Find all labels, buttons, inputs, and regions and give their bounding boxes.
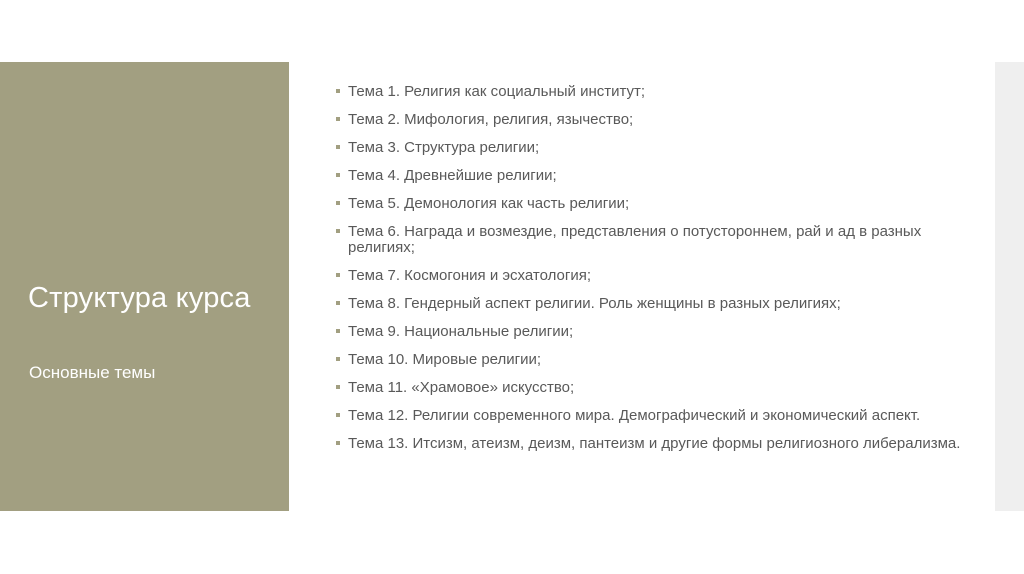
bullet-icon — [336, 413, 340, 417]
bullet-icon — [336, 117, 340, 121]
title-panel — [0, 62, 289, 511]
bullet-icon — [336, 229, 340, 233]
topic-item-10: Тема 10. Мировые религии; — [336, 352, 966, 368]
topic-item-5: Тема 5. Демонология как часть религии; — [336, 196, 966, 212]
topic-item-1: Тема 1. Религия как социальный институт; — [336, 84, 966, 100]
bullet-icon — [336, 301, 340, 305]
slide-title: Структура курса — [28, 282, 251, 314]
topic-item-8: Тема 8. Гендерный аспект религии. Роль женщины в разных религиях; — [336, 296, 966, 312]
topic-item-7: Тема 7. Космогония и эсхатология; — [336, 268, 966, 284]
bullet-icon — [336, 357, 340, 361]
topic-item-4: Тема 4. Древнейшие религии; — [336, 168, 966, 184]
slide-subtitle: Основные темы — [29, 363, 156, 382]
topic-item-11: Тема 11. «Храмовое» искусство; — [336, 380, 966, 396]
right-edge-strip — [995, 62, 1024, 511]
topic-item-2: Тема 2. Мифология, религия, язычество; — [336, 112, 966, 128]
bullet-icon — [336, 441, 340, 445]
topic-list — [336, 84, 966, 464]
bullet-icon — [336, 89, 340, 93]
topic-item-9: Тема 9. Национальные религии; — [336, 324, 966, 340]
bullet-icon — [336, 273, 340, 277]
bullet-icon — [336, 145, 340, 149]
topic-item-12: Тема 12. Религии современного мира. Демографический и экономический аспект. — [336, 408, 966, 424]
bullet-icon — [336, 385, 340, 389]
topic-item-6: Тема 6. Награда и возмездие, представления о потустороннем, рай и ад в разных религиях; — [336, 224, 966, 256]
bullet-icon — [336, 201, 340, 205]
bullet-icon — [336, 173, 340, 177]
bullet-icon — [336, 329, 340, 333]
topic-item-3: Тема 3. Структура религии; — [336, 140, 966, 156]
topic-item-13: Тема 13. Итсизм, атеизм, деизм, пантеизм и другие формы религиозного либерализма. — [336, 436, 966, 452]
